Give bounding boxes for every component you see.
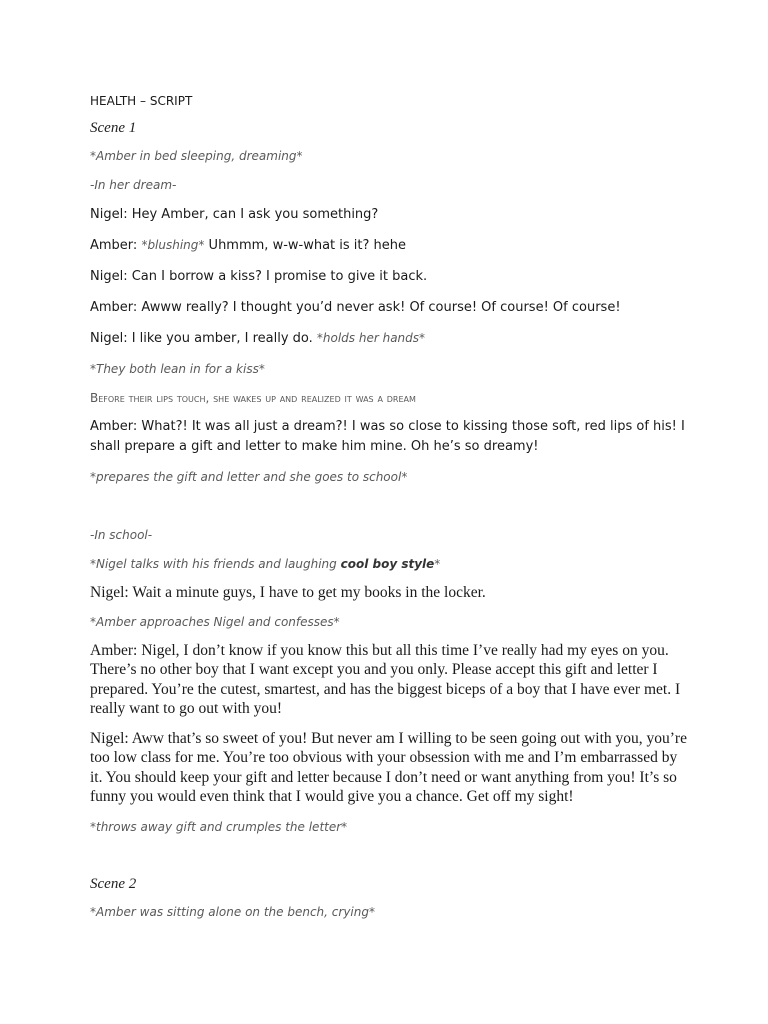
inline-stage-direction: *blushing* bbox=[141, 238, 205, 252]
dialogue-line: Nigel: Hey Amber, can I ask you something? bbox=[90, 207, 379, 222]
scene-heading: Scene 1 bbox=[90, 120, 137, 136]
stage-direction-smallcaps: Before their lips touch, she wakes up and realized it was a dream bbox=[90, 391, 416, 405]
dialogue-text: Nigel: I like you amber, I really do. bbox=[90, 331, 317, 346]
stage-emphasis: cool boy style bbox=[340, 557, 435, 571]
stage-direction: -In her dream- bbox=[90, 178, 177, 192]
stage-direction: *Amber approaches Nigel and confesses* bbox=[90, 614, 340, 629]
document-title: HEALTH – SCRIPT bbox=[90, 94, 193, 108]
dialogue-line bbox=[90, 329, 690, 349]
stage-direction: *throws away gift and crumples the letter* bbox=[90, 819, 348, 834]
dialogue-line: Amber: Nigel, I don’t know if you know this but all this time I’ve really had my eyes on you. There’s no other boy that I want except you and you only. Please accept this gift and letter I prepared. You’re the cutest, smartest, and has the biggest biceps of a boy that I have ever met. I really want to go out with you! bbox=[90, 641, 681, 717]
dialogue-line: Amber: What?! It was all just a dream?! I was so close to kissing those soft, red lips of his! I shall prepare a gift and letter to make him mine. Oh he’s so dreamy! bbox=[90, 419, 685, 454]
stage-direction: -In school- bbox=[90, 528, 153, 542]
stage-direction bbox=[90, 555, 690, 573]
stage-direction: *Amber was sitting alone on the bench, crying* bbox=[90, 904, 375, 919]
dialogue-line: Nigel: Can I borrow a kiss? I promise to give it back. bbox=[90, 269, 428, 284]
dialogue-speaker: Amber: bbox=[90, 238, 142, 253]
stage-text: *Nigel talks with his friends and laughing bbox=[90, 557, 341, 571]
dialogue-line bbox=[90, 236, 690, 256]
document-page bbox=[90, 92, 690, 921]
dialogue-line: Amber: Awww really? I thought you’d never ask! Of course! Of course! Of course! bbox=[90, 300, 621, 315]
inline-stage-direction: *holds her hands* bbox=[316, 331, 426, 345]
dialogue-line: Nigel: Wait a minute guys, I have to get my books in the locker. bbox=[90, 584, 486, 601]
stage-text: * bbox=[434, 557, 441, 571]
stage-direction: *prepares the gift and letter and she goes to school* bbox=[90, 470, 408, 484]
stage-direction: *They both lean in for a kiss* bbox=[90, 362, 265, 376]
stage-direction: *Amber in bed sleeping, dreaming* bbox=[90, 149, 303, 163]
scene-heading: Scene 2 bbox=[90, 875, 137, 892]
dialogue-line: Nigel: Aww that’s so sweet of you! But never am I willing to be seen going out with you, you’re too low class for me. You’re too obvious with your obsession with me and I’m embarrassed by it. You should keep your gift and letter because I don’t need or want anything from you! It’s so funny you would even think that I would give you a chance. Get off my sight! bbox=[90, 729, 687, 805]
dialogue-text: Uhmmm, w-w-what is it? hehe bbox=[204, 238, 407, 253]
